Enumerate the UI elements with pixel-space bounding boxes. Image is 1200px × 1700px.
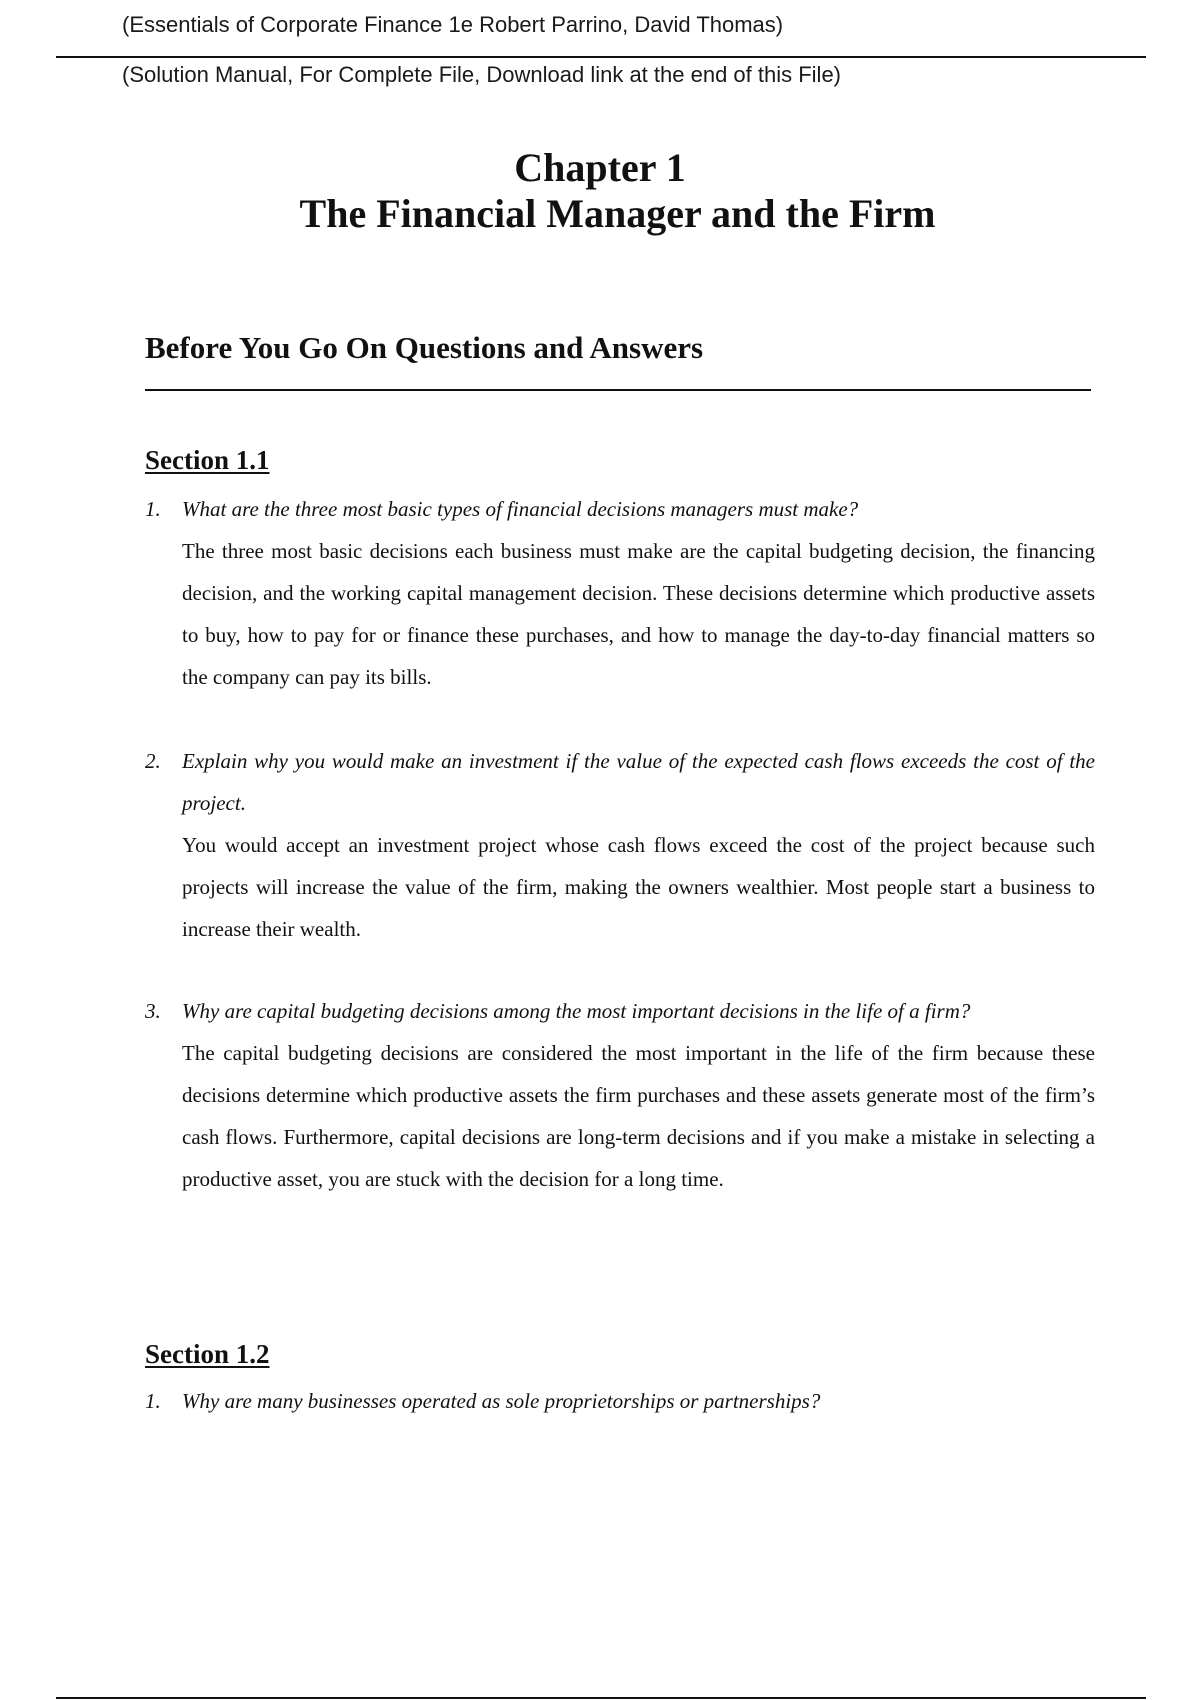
answer-text: The capital budgeting decisions are considered the most important in the life of the firm because these decisions determine which productive assets the firm purchases and these assets generate most of the firm’s cash flows. Furthermore, capital decisions are long-term decisions and if you make a mistake in selecting a productive asset, you are stuck with the decision for a long time. xyxy=(182,1041,1095,1191)
footer-divider xyxy=(56,1697,1146,1699)
solution-manual-note: (Solution Manual, For Complete File, Download link at the end of this File) xyxy=(122,62,842,87)
chapter-number: Chapter 1 xyxy=(514,145,686,190)
question xyxy=(145,990,1095,1032)
question-block-1-1-3 xyxy=(145,990,1095,1200)
question-number: 1. xyxy=(145,497,161,521)
question xyxy=(145,1380,1095,1422)
header-divider xyxy=(56,56,1146,58)
question-block-1-1-1 xyxy=(145,488,1095,698)
page-subtitle: Before You Go On Questions and Answers xyxy=(145,330,704,365)
question-block-1-2-1 xyxy=(145,1380,1095,1422)
question xyxy=(145,488,1095,530)
section-heading-1-1: Section 1.1 xyxy=(145,445,270,475)
subtitle-divider xyxy=(145,389,1091,391)
answer-text: The three most basic decisions each business must make are the capital budgeting decision, the financing decision, and the working capital management decision. These decisions determine which productive assets to buy, how to pay for or finance these purchases, and how to manage the day-to-day financial matters so the company can pay its bills. xyxy=(182,539,1095,689)
question-text: What are the three most basic types of financial decisions managers must make? xyxy=(182,497,859,521)
question-number: 2. xyxy=(145,749,161,773)
question xyxy=(145,740,1095,824)
question-text: Why are capital budgeting decisions among the most important decisions in the life of a firm? xyxy=(182,999,971,1023)
question-text: Explain why you would make an investment if the value of the expected cash flows exceeds the cost of the project. xyxy=(182,749,1095,815)
chapter-title: The Financial Manager and the Firm xyxy=(299,191,936,236)
question-number: 1. xyxy=(145,1389,161,1413)
answer-text: You would accept an investment project whose cash flows exceed the cost of the project because such projects will increase the value of the firm, making the owners wealthier. Most people start a business to increase their wealth. xyxy=(182,833,1095,941)
section-heading-1-2: Section 1.2 xyxy=(145,1339,270,1369)
question-number: 3. xyxy=(145,999,161,1023)
question-block-1-1-2 xyxy=(145,740,1095,950)
book-header: (Essentials of Corporate Finance 1e Robert Parrino, David Thomas) xyxy=(122,12,784,37)
question-text: Why are many businesses operated as sole proprietorships or partnerships? xyxy=(182,1389,821,1413)
